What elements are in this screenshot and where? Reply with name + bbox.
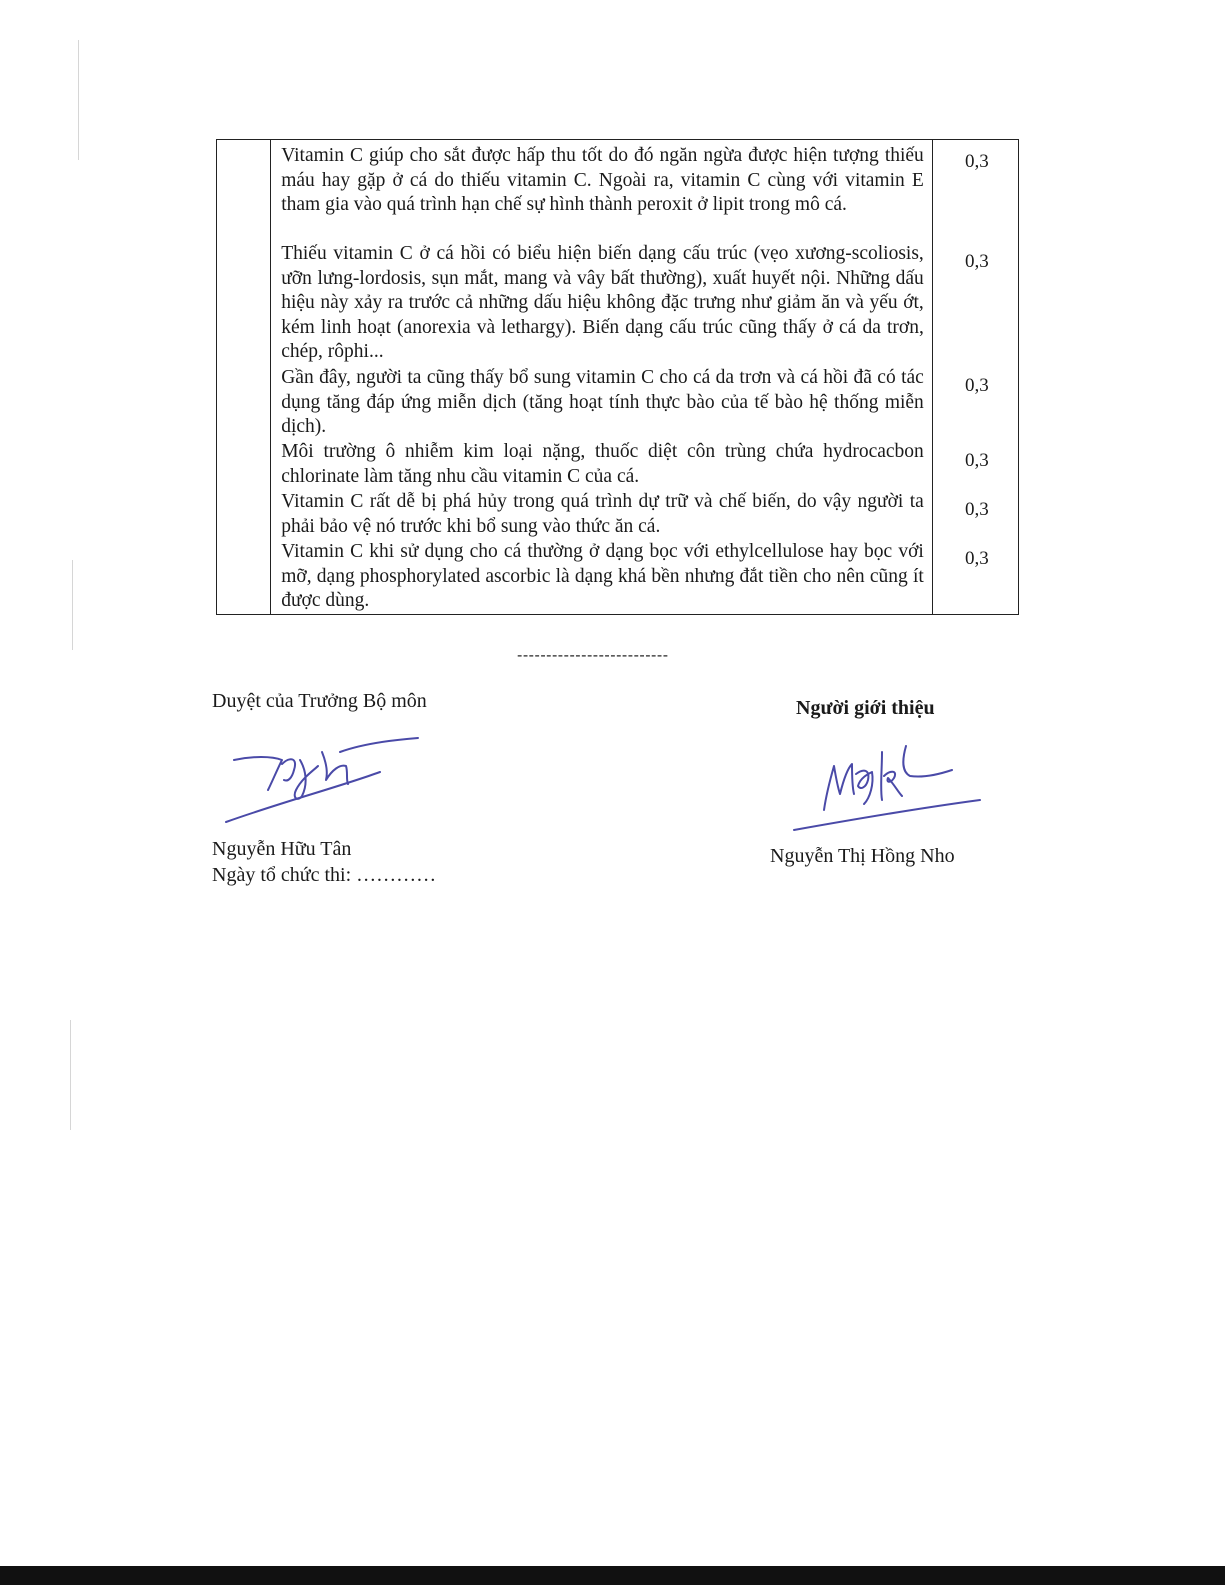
score-4: 0,3 <box>964 450 989 471</box>
score-cell <box>932 140 1018 615</box>
scan-bottom-edge <box>0 1566 1225 1585</box>
approval-signature <box>222 730 432 830</box>
answer-paragraph-2: Thiếu vitamin C ở cá hồi có biểu hiện biến dạng cấu trúc (vẹo xương-scoliosis, ưỡn lưng-lordosis, sụn mắt, mang và vây bất thường), xuất huyết nội. Những dấu hiệu này xảy ra trước cả những dấu hiệu không đặc trưng như giảm ăn và yếu ớt, kém linh hoạt (anorexia và lethargy). Biến dạng cấu trúc cũng thấy ở cá da trơn, chép, rôphi... <box>281 243 924 362</box>
answer-paragraph-1: Vitamin C giúp cho sắt được hấp thu tốt do đó ngăn ngừa được hiện tượng thiếu máu hay gặp ở cá do thiếu vitamin C. Ngoài ra, vitamin C cùng với vitamin E tham gia vào quá trình hạn chế sự hình thành peroxit ở lipit trong mô cá. <box>281 145 924 215</box>
answer-paragraph-3: Gần đây, người ta cũng thấy bổ sung vitamin C cho cá da trơn và cá hồi đã có tác dụng tăng đáp ứng miễn dịch (tăng hoạt tính thực bào của tế bào hệ thống miễn dịch). <box>281 367 924 437</box>
answer-paragraph-6: Vitamin C khi sử dụng cho cá thường ở dạng bọc với ethylcellulose hay bọc với mỡ, dạng phosphorylated ascorbic là dạng khá bền nhưng đắt tiền cho nên cũng ít được dùng. <box>281 541 924 611</box>
scan-mark <box>72 560 73 650</box>
introducer-name: Nguyễn Thị Hồng Nho <box>770 845 955 867</box>
scan-mark <box>70 1020 71 1130</box>
section-separator: -------------------------- <box>517 647 669 664</box>
approval-name: Nguyễn Hữu Tân <box>212 838 352 860</box>
answer-table <box>216 139 1019 615</box>
score-6: 0,3 <box>964 548 989 569</box>
score-2: 0,3 <box>964 251 989 272</box>
introducer-signature <box>790 730 990 835</box>
score-1: 0,3 <box>964 151 989 172</box>
score-3: 0,3 <box>964 375 989 396</box>
answer-content-cell <box>271 140 933 615</box>
exam-date: Ngày tổ chức thi: ………… <box>212 864 437 886</box>
question-number-cell <box>217 140 271 615</box>
approval-title: Duyệt của Trưởng Bộ môn <box>212 690 427 712</box>
scan-mark <box>78 40 79 160</box>
answer-paragraph-5: Vitamin C rất dễ bị phá hủy trong quá trình dự trữ và chế biến, do vậy người ta phải bảo vệ nó trước khi bổ sung vào thức ăn cá. <box>281 491 924 537</box>
answer-paragraph-4: Môi trường ô nhiễm kim loại nặng, thuốc diệt côn trùng chứa hydrocacbon chlorinate làm tăng nhu cầu vitamin C của cá. <box>281 441 924 487</box>
introducer-title: Người giới thiệu <box>796 697 935 719</box>
score-5: 0,3 <box>964 499 989 520</box>
